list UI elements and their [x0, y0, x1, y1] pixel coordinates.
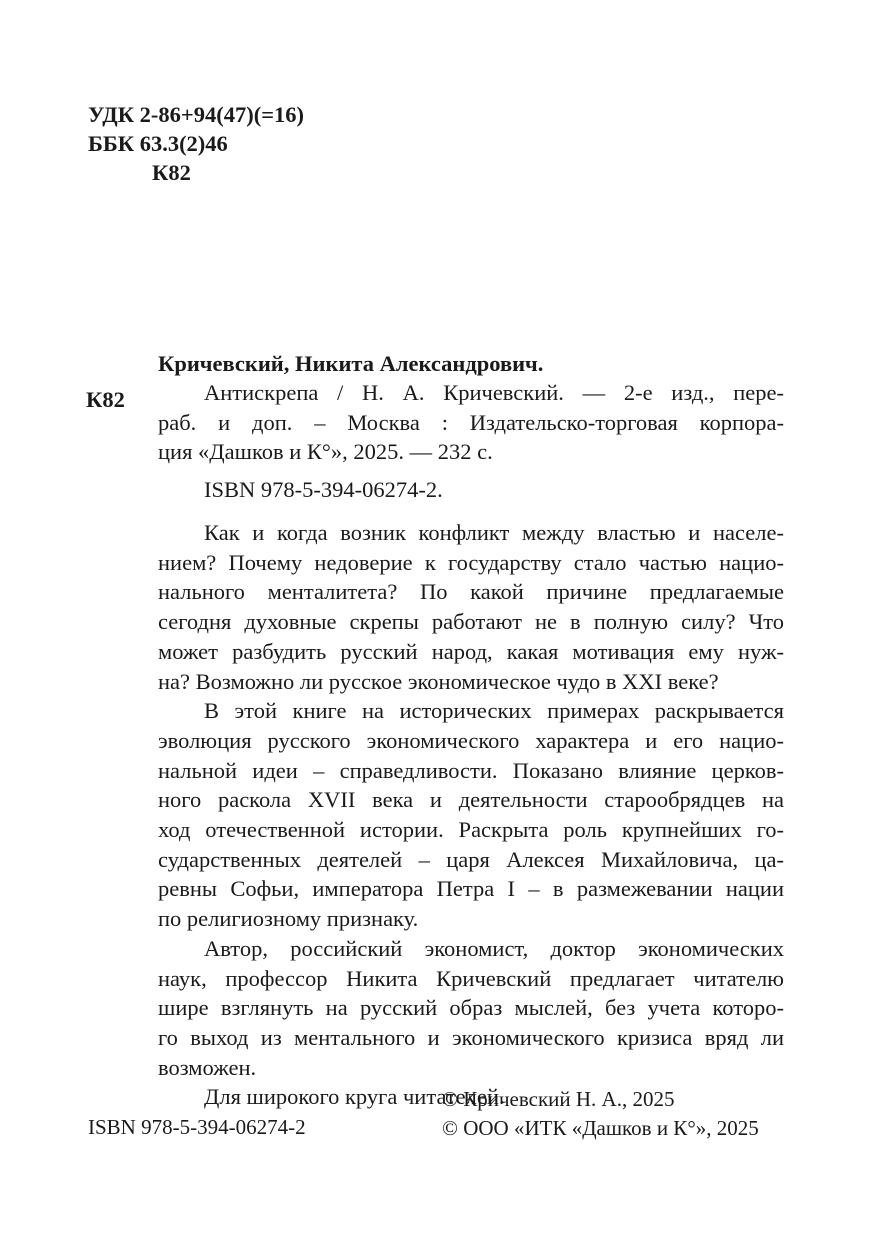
- annotation-line: возможен.: [158, 1054, 257, 1080]
- description-line: ция «Дашков и К°», 2025. — 232 с.: [158, 439, 493, 465]
- margin-author-mark: К82: [86, 387, 125, 412]
- classification-codes: [88, 100, 304, 187]
- annotation-line: Автор, российский экономист, доктор экономических: [204, 935, 784, 961]
- description-line: Антискрепа / Н. А. Кричевский. — 2-е изд., пере-: [204, 380, 784, 405]
- annotation-line: на? Возможно ли русское экономическое чудо в XXI веке?: [158, 668, 719, 694]
- annotation-line: может разбудить русский народ, какая мотивация ему нуж-: [158, 638, 784, 664]
- annotation-line: наук, профессор Никита Кричевский предлагает читателю: [158, 965, 784, 991]
- copyright-block: [442, 1085, 759, 1143]
- annotation-line: нальной идеи – справедливости. Показано влияние церков-: [158, 757, 784, 783]
- description-line: раб. и доп. – Москва : Издательско-торговая корпора-: [158, 409, 784, 435]
- isbn-line: ISBN 978-5-394-06274-2.: [204, 477, 443, 503]
- annotation-line: В этой книге на исторических примерах раскрывается: [204, 698, 784, 724]
- copyright-publisher: © ООО «ИТК «Дашков и К°», 2025: [442, 1116, 759, 1140]
- annotation-line: ревны Софьи, императора Петра I – в размежевании нации: [158, 876, 784, 902]
- annotation-line: го выход из ментального и экономического кризиса вряд ли: [158, 1024, 784, 1050]
- annotation: [158, 518, 784, 1112]
- annotation-line: Для широкого круга читателей.: [204, 1084, 505, 1110]
- author-heading: Кричевский, Никита Александрович.: [158, 351, 544, 376]
- udk-code: УДК 2-86+94(47)(=16): [88, 102, 305, 127]
- annotation-line: по религиозному признаку.: [158, 906, 419, 932]
- annotation-line: нием? Почему недоверие к государству стало частью нацио-: [158, 549, 784, 575]
- copyright-author: © Кричевский Н. А., 2025: [442, 1087, 675, 1111]
- annotation-line: эволюция русского экономического характера и его нацио-: [158, 727, 784, 753]
- annotation-paragraph: [158, 696, 784, 934]
- annotation-line: шире взглянуть на русский образ мыслей, без учета которо-: [158, 995, 784, 1021]
- footer-isbn: ISBN 978-5-394-06274-2: [88, 1115, 306, 1139]
- annotation-line: сегодня духовные скрепы работают не в полную силу? Что: [158, 609, 784, 635]
- author-mark: К82: [152, 160, 191, 185]
- annotation-line: нального менталитета? По какой причине предлагаемые: [158, 579, 784, 605]
- annotation-line: ход отечественной истории. Раскрыта роль крупнейших го-: [158, 817, 784, 843]
- annotation-paragraph: [158, 934, 784, 1083]
- annotation-paragraph: [158, 518, 784, 696]
- annotation-line: ного раскола XVII века и деятельности старообрядцев на: [158, 787, 784, 813]
- annotation-line: Как и когда возник конфликт между властью и населе-: [204, 520, 784, 545]
- bbk-code: ББК 63.3(2)46: [88, 131, 228, 156]
- annotation-line: сударственных деятелей – царя Алексея Михайловича, ца-: [158, 846, 784, 872]
- bibliographic-description: [158, 378, 784, 505]
